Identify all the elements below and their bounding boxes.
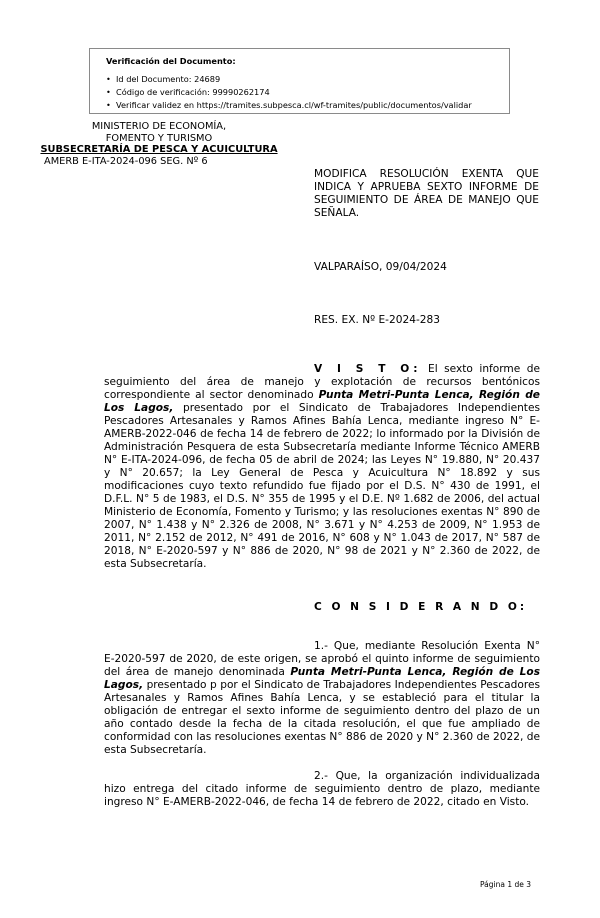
- considerando-1-text-b: presentado p por el Sindicato de Trabajadores Independientes Pescadores Artesanales y Ramos Afines Bahía Lenca, y se estableció para el titular la obligación de entregar el sexto informe de seguimiento dentro del plazo de un año contado desde la fecha de la citada resolución, el que fue ampliado de conformidad con las resoluciones exentas N° 886 de 2020 y N° 2.360 de 2022, de esta Subsecretaría.: [104, 679, 540, 756]
- page-number: Página 1 de 3: [480, 880, 532, 889]
- resolution-subject: MODIFICA RESOLUCIÓN EXENTA QUE INDICA Y APRUEBA SEXTO INFORME DE SEGUIMIENTO DE ÁREA DE MANEJO QUE SEÑALA.: [314, 168, 539, 219]
- subsecretaria-title: SUBSECRETARÍA DE PESCA Y ACUICULTURA: [40, 144, 278, 155]
- ministry-line-2: FOMENTO Y TURISMO: [105, 132, 213, 144]
- document-reference: AMERB E-ITA-2024-096 SEG. Nº 6: [44, 155, 208, 167]
- verification-list: [106, 73, 509, 112]
- verification-title: Verificación del Documento:: [106, 56, 236, 66]
- resolution-number: RES. EX. Nº E-2024-283: [314, 314, 441, 326]
- visto-paragraph: [104, 363, 540, 571]
- visto-text-a: El sexto informe de seguimiento del área de manejo y explotación de recursos bentónicos correspondiente al sector denominado: [104, 363, 540, 401]
- verification-box: [89, 48, 510, 114]
- visto-text-b: presentado por el Sindicato de Trabajadores Independientes Pescadores Artesanales y Ramos Afines Bahía Lenca, mediante ingreso N° E-AMERB-2022-046 de fecha 14 de febrero de 2022; lo informado por la División de Administración Pesquera de esta Subsecretaría mediante Informe Técnico AMERB N° E-ITA-2024-096, de fecha 05 de abril de 2024; las Leyes N° 19.880, N° 20.437 y N° 20.657; la Ley General de Pesca y Acuicultura N° 18.892 y sus modificaciones cuyo texto refundido fue fijado por el D.S. N° 430 de 1991, el D.F.L. N° 5 de 1983, el D.S. N° 355 de 1995 y el D.E. Nº 1.682 de 2006, del actual Ministerio de Economía, Fomento y Turismo; y las resoluciones exentas N° 890 de 2007, N° 1.438 y N° 2.326 de 2008, N° 3.671 y N° 4.253 de 2009, N° 1.953 de 2011, N° 2.152 de 2012, N° 491 de 2016, N° 608 y N° 1.043 de 2017, N° 587 de 2018, N° E-2020-597 y N° 886 de 2020, N° 98 de 2021 y N° 2.360 de 2022, de esta Subsecretaría.: [104, 402, 540, 570]
- visto-label: V I S T O:: [314, 363, 422, 375]
- document-header: [38, 121, 280, 167]
- ministry-line-1: MINISTERIO DE ECONOMÍA,: [91, 121, 227, 132]
- considerando-1-text-a: 1.- Que, mediante Resolución Exenta N° E-2020-597 de 2020, de este origen, se aprobó el quinto informe de seguimiento del área de manejo denominada: [104, 640, 540, 678]
- considerando-2-text: 2.- Que, la organización individualizada hizo entrega del citado informe de seguimiento dentro de plazo, mediante ingreso N° E-AMERB-2022-046, de fecha 14 de febrero de 2022, citado en Visto.: [104, 770, 540, 808]
- verification-item-code: • Código de verificación: 99990262174: [106, 86, 509, 99]
- place-date: VALPARAÍSO, 09/04/2024: [314, 261, 447, 273]
- considerando-1: [104, 640, 540, 757]
- considerando-2: [104, 770, 540, 809]
- considerando-1-place: Punta Metri-Punta Lenca, Región de Los Lagos,: [104, 666, 540, 691]
- visto-place: Punta Metri-Punta Lenca, Región de Los Lagos,: [104, 389, 540, 414]
- verification-item-url[interactable]: • Verificar validez en https://tramites.subpesca.cl/wf-tramites/public/documentos/validar: [106, 99, 509, 112]
- verification-item-id: • Id del Documento: 24689: [106, 73, 509, 86]
- considerando-heading: C O N S I D E R A N D O:: [314, 601, 528, 613]
